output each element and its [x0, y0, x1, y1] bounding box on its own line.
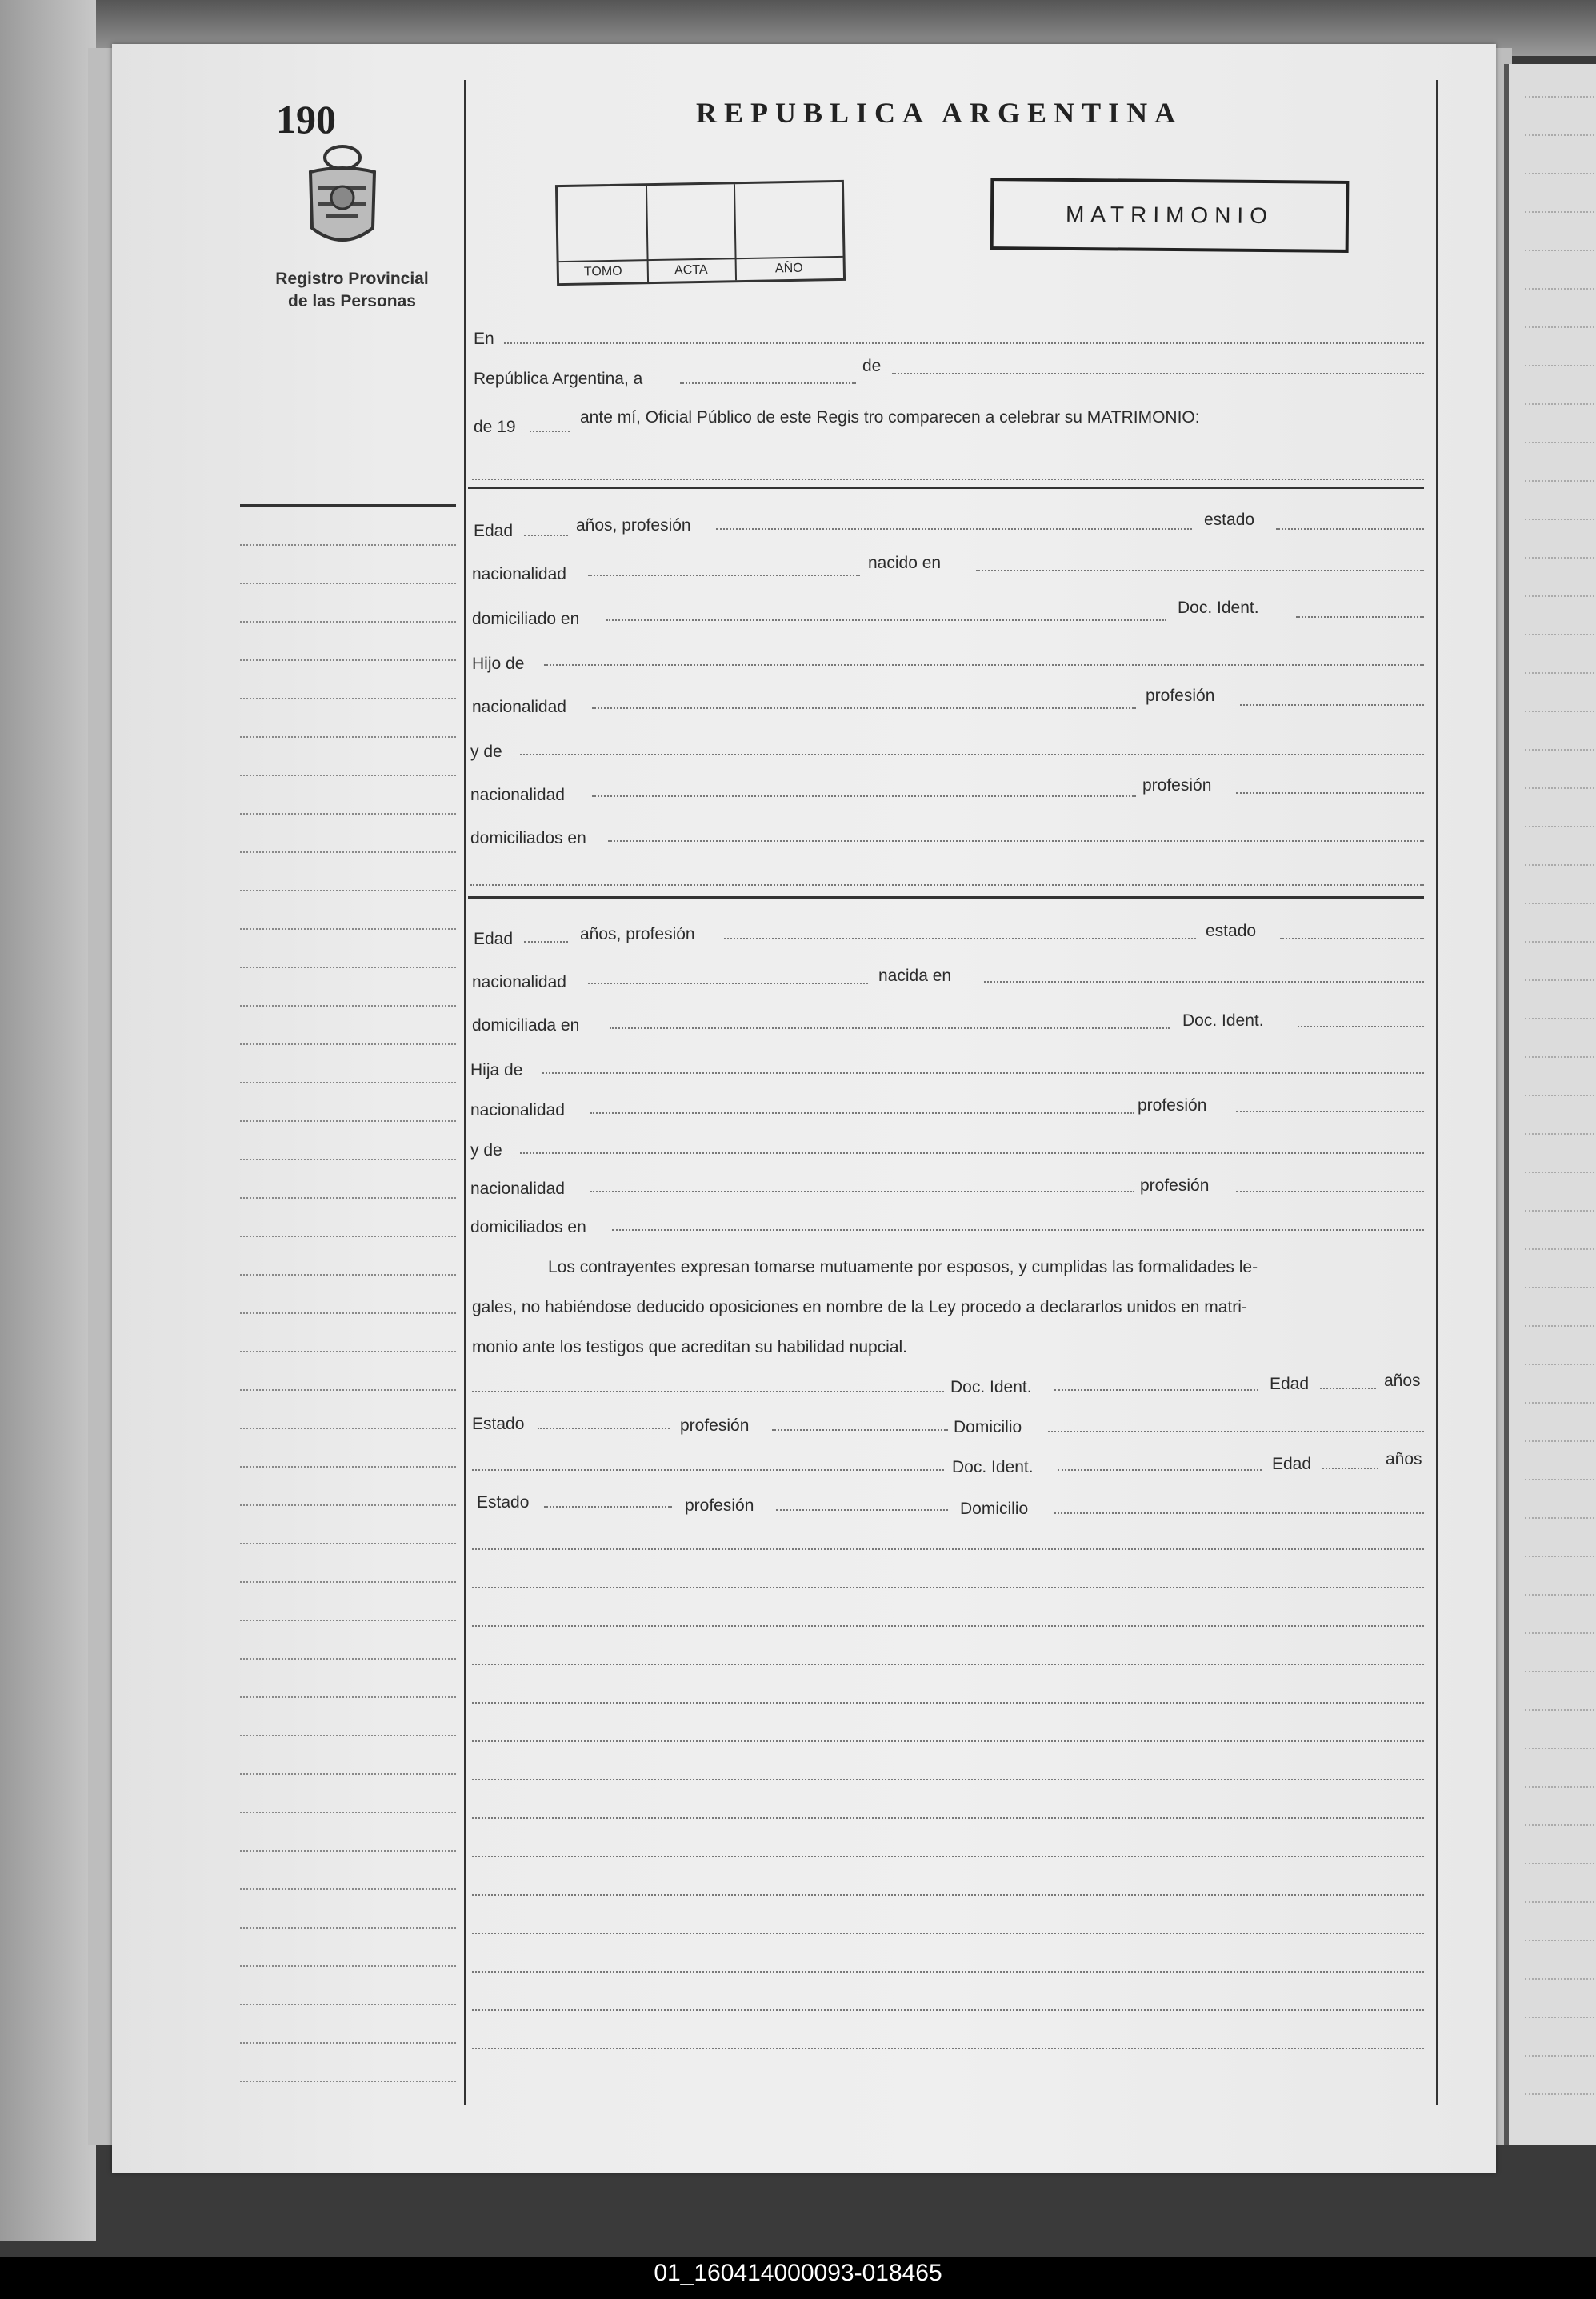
right-page-line — [1525, 1940, 1596, 1941]
right-page-line — [1525, 1018, 1596, 1019]
right-page-line — [1525, 2055, 1596, 2057]
bride-field-padre[interactable] — [542, 1072, 1424, 1074]
margin-note-line[interactable] — [240, 775, 456, 776]
groom-field-padre[interactable] — [544, 664, 1424, 666]
right-page-line — [1525, 903, 1596, 904]
margin-note-line[interactable] — [240, 967, 456, 968]
margin-note-line[interactable] — [240, 1620, 456, 1621]
act-type-box — [990, 178, 1350, 253]
bride-label-y-de: y de — [470, 1141, 502, 1160]
margin-note-line[interactable] — [240, 1159, 456, 1160]
right-page-line — [1525, 1824, 1596, 1826]
witness2-label-doc-ident: Doc. Ident. — [952, 1458, 1034, 1476]
section-rule-1 — [468, 487, 1424, 489]
margin-note-line[interactable] — [240, 1965, 456, 1967]
witness2-label-anos: años — [1386, 1450, 1422, 1468]
bride-label-domiciliados-en: domiciliados en — [470, 1218, 586, 1236]
notes-line[interactable] — [472, 1702, 1424, 1704]
margin-note-line[interactable] — [240, 1696, 456, 1698]
margin-note-line[interactable] — [240, 1658, 456, 1660]
margin-note-line[interactable] — [240, 1735, 456, 1736]
notes-line[interactable] — [472, 1817, 1424, 1819]
notes-line[interactable] — [472, 1894, 1424, 1896]
margin-note-line[interactable] — [240, 2042, 456, 2044]
groom-field-nacionalidad-padre[interactable] — [592, 707, 1136, 709]
bride-field-nacionalidad[interactable] — [588, 983, 868, 984]
bride-label-nacida-en: nacida en — [878, 967, 952, 985]
groom-label-profesion-padre: profesión — [1146, 687, 1215, 705]
country-title: REPUBLICA ARGENTINA — [696, 97, 1183, 129]
field-en[interactable] — [504, 342, 1424, 344]
bride-field-nacionalidad-madre[interactable] — [590, 1191, 1134, 1192]
bride-field-domicilio[interactable] — [610, 1027, 1170, 1029]
margin-note-line[interactable] — [240, 813, 456, 815]
witness2-label-domicilio: Domicilio — [960, 1500, 1029, 1518]
right-page-line — [1525, 1594, 1596, 1596]
bride-label-doc-ident: Doc. Ident. — [1182, 1011, 1264, 1030]
groom-label-domiciliados-en: domiciliados en — [470, 829, 586, 847]
groom-label-y-de: y de — [470, 743, 502, 761]
margin-note-line[interactable] — [240, 1389, 456, 1391]
bride-field-nacionalidad-padre[interactable] — [590, 1112, 1134, 1114]
right-page-line — [1525, 979, 1596, 981]
witness1-field-doc[interactable] — [1054, 1389, 1258, 1391]
right-page-line — [1525, 1095, 1596, 1096]
witness1-label-doc-ident: Doc. Ident. — [950, 1378, 1032, 1396]
background-left — [0, 0, 96, 2241]
groom-field-edad[interactable] — [524, 535, 568, 536]
right-page-line — [1525, 2017, 1596, 2018]
margin-note-line[interactable] — [240, 1773, 456, 1775]
reference-box — [555, 180, 846, 286]
tomo-label: TOMO — [559, 259, 647, 283]
witness2-field-profesion[interactable] — [776, 1509, 948, 1511]
groom-label-nacido-en: nacido en — [868, 554, 942, 572]
margin-note-line[interactable] — [240, 1850, 456, 1852]
registry-caption — [264, 268, 440, 313]
label-de19: de 19 — [474, 418, 516, 436]
witness1-label-estado: Estado — [472, 1415, 525, 1433]
margin-note-line[interactable] — [240, 1312, 456, 1314]
margin-note-line[interactable] — [240, 1274, 456, 1276]
scan-image-id: 01_160414000093-018465 — [654, 2260, 942, 2286]
groom-field-domicilio-padres[interactable] — [608, 840, 1424, 842]
bride-field-profesion-madre[interactable] — [1236, 1191, 1424, 1192]
groom-label-profesion-madre: profesión — [1142, 776, 1212, 795]
right-page-line — [1525, 749, 1596, 751]
right-page-line — [1525, 941, 1596, 943]
groom-field-estado[interactable] — [1276, 528, 1424, 530]
witness2-field-estado[interactable] — [544, 1506, 672, 1508]
right-page-line — [1525, 1287, 1596, 1288]
notes-line[interactable] — [472, 2048, 1424, 2049]
margin-notes-top-rule — [240, 504, 456, 507]
witness1-field-name[interactable] — [472, 1391, 944, 1392]
right-page-line — [1525, 1056, 1596, 1058]
notes-line[interactable] — [472, 1664, 1424, 1665]
notes-line[interactable] — [472, 1971, 1424, 1973]
right-page-line — [1525, 1671, 1596, 1672]
groom-field-nacido-en[interactable] — [976, 570, 1424, 571]
margin-note-line[interactable] — [240, 2004, 456, 2005]
margin-note-line[interactable] — [240, 1581, 456, 1583]
margin-note-line[interactable] — [240, 659, 456, 661]
declaration-line-3: monio ante los testigos que acreditan su habilidad nupcial. — [472, 1338, 908, 1356]
groom-label-nacionalidad-madre: nacionalidad — [470, 786, 565, 804]
notes-line[interactable] — [472, 1856, 1424, 1857]
groom-label-nacionalidad-padre: nacionalidad — [472, 698, 566, 716]
margin-note-line[interactable] — [240, 851, 456, 853]
margin-note-line[interactable] — [240, 1082, 456, 1083]
label-de: de — [862, 357, 882, 375]
right-page-line — [1525, 1709, 1596, 1711]
bride-label-domiciliada-en: domiciliada en — [472, 1016, 580, 1035]
page-number: 190 — [276, 97, 336, 142]
bride-field-madre[interactable] — [520, 1152, 1424, 1154]
right-page-line — [1525, 173, 1596, 174]
margin-note-line[interactable] — [240, 1120, 456, 1122]
right-page-line — [1525, 864, 1596, 866]
groom-label-nacionalidad: nacionalidad — [472, 565, 566, 583]
right-page-line — [1525, 557, 1596, 559]
right-page-line — [1525, 519, 1596, 520]
witness2-label-profesion: profesión — [685, 1496, 754, 1515]
right-page-line — [1525, 595, 1596, 597]
groom-field-doc[interactable] — [1296, 616, 1424, 618]
margin-note-line[interactable] — [240, 1927, 456, 1929]
margin-note-line[interactable] — [240, 1351, 456, 1352]
right-page-line — [1525, 1210, 1596, 1212]
witness2-label-estado: Estado — [477, 1493, 530, 1512]
margin-note-line[interactable] — [240, 621, 456, 623]
label-republica: República Argentina, a — [474, 370, 643, 388]
right-page-line — [1525, 787, 1596, 789]
margin-note-line[interactable] — [240, 1236, 456, 1237]
notes-line[interactable] — [472, 1779, 1424, 1780]
witness2-field-domicilio[interactable] — [1054, 1512, 1424, 1514]
bride-label-hija-de: Hija de — [470, 1061, 523, 1079]
witness1-field-edad[interactable] — [1320, 1388, 1376, 1389]
right-page-line — [1525, 2093, 1596, 2095]
right-page-line — [1525, 1632, 1596, 1634]
field-intro-extra[interactable] — [472, 479, 1424, 480]
witness2-field-doc[interactable] — [1058, 1469, 1262, 1471]
witness1-label-domicilio: Domicilio — [954, 1418, 1022, 1436]
field-ano[interactable] — [530, 431, 570, 432]
bride-field-doc[interactable] — [1298, 1026, 1424, 1027]
groom-label-doc-ident: Doc. Ident. — [1178, 599, 1259, 617]
bride-label-anos-profesion: años, profesión — [580, 925, 695, 943]
bride-label-estado: estado — [1206, 922, 1257, 940]
groom-label-edad: Edad — [474, 522, 514, 540]
groom-field-nacionalidad-madre[interactable] — [592, 795, 1136, 797]
groom-field-nacionalidad[interactable] — [588, 575, 860, 576]
groom-field-profesion[interactable] — [716, 528, 1192, 530]
witness2-field-name[interactable] — [472, 1469, 944, 1471]
groom-label-anos-profesion: años, profesión — [576, 516, 691, 535]
right-facing-page — [1504, 64, 1596, 2145]
right-page-line — [1525, 134, 1596, 136]
right-border-rule — [1436, 80, 1438, 2105]
witness2-field-edad[interactable] — [1322, 1468, 1378, 1469]
right-page-line — [1525, 1440, 1596, 1442]
margin-note-line[interactable] — [240, 1888, 456, 1890]
groom-field-madre[interactable] — [520, 754, 1424, 755]
bride-label-nacionalidad-padre: nacionalidad — [470, 1101, 565, 1119]
registry-line-1: Registro Provincial — [275, 270, 429, 288]
bride-field-domicilio-padres[interactable] — [612, 1229, 1424, 1231]
witness1-label-edad: Edad — [1270, 1375, 1310, 1393]
margin-note-line[interactable] — [240, 1043, 456, 1045]
declaration-line-1: Los contrayentes expresan tomarse mutuamente por esposos, y cumplidas las formalidades le- — [548, 1258, 1258, 1276]
bride-field-estado[interactable] — [1280, 938, 1424, 939]
witness2-label-edad: Edad — [1272, 1455, 1312, 1473]
right-page-line — [1525, 250, 1596, 251]
right-page-line — [1525, 326, 1596, 328]
register-page — [112, 44, 1496, 2173]
section-rule-2 — [468, 896, 1424, 899]
margin-note-line[interactable] — [240, 928, 456, 930]
margin-note-line[interactable] — [240, 544, 456, 546]
witness1-label-profesion: profesión — [680, 1416, 750, 1435]
registry-line-2: de las Personas — [288, 292, 416, 310]
right-page-line — [1525, 1248, 1596, 1250]
right-page-line — [1525, 365, 1596, 366]
right-page-line — [1525, 211, 1596, 213]
right-page-line — [1525, 1748, 1596, 1749]
right-page-line — [1525, 1402, 1596, 1404]
notes-line[interactable] — [472, 2009, 1424, 2011]
margin-note-line[interactable] — [240, 1197, 456, 1199]
margin-note-line[interactable] — [240, 736, 456, 738]
margin-note-line[interactable] — [240, 1543, 456, 1544]
acta-label: ACTA — [647, 258, 735, 282]
bride-label-nacionalidad: nacionalidad — [472, 973, 566, 991]
right-page-line — [1525, 288, 1596, 290]
margin-note-line[interactable] — [240, 1812, 456, 1813]
right-page-line — [1525, 1901, 1596, 1903]
right-page-line — [1525, 1133, 1596, 1135]
notes-line[interactable] — [472, 1933, 1424, 1934]
witness1-field-estado[interactable] — [538, 1428, 670, 1429]
bride-label-edad: Edad — [474, 930, 514, 948]
right-page-line — [1525, 711, 1596, 712]
right-page-line — [1525, 480, 1596, 482]
groom-label-domiciliado-en: domiciliado en — [472, 610, 580, 628]
groom-field-profesion-padre[interactable] — [1240, 704, 1424, 706]
groom-label-hijo-de: Hijo de — [472, 655, 525, 673]
right-page-line — [1525, 634, 1596, 635]
act-type-label: MATRIMONIO — [1065, 201, 1274, 229]
field-mes[interactable] — [892, 373, 1424, 374]
witness1-field-domicilio[interactable] — [1048, 1431, 1424, 1432]
margin-column-rule — [464, 80, 466, 2105]
ano-label: AÑO — [735, 256, 843, 280]
right-page-line — [1525, 403, 1596, 405]
right-page-line — [1525, 1863, 1596, 1864]
right-page-line — [1525, 1517, 1596, 1519]
notes-line[interactable] — [472, 1548, 1424, 1550]
right-page-line — [1525, 442, 1596, 443]
margin-note-line[interactable] — [240, 1466, 456, 1468]
province-seal-icon — [302, 140, 382, 256]
label-ante: ante mí, Oficial Público de este Regis tro comparecen a celebrar su MATRIMONIO: — [580, 408, 1200, 427]
groom-field-extra[interactable] — [470, 884, 1424, 886]
margin-note-line[interactable] — [240, 698, 456, 699]
margin-note-line[interactable] — [240, 1504, 456, 1506]
bride-field-profesion[interactable] — [724, 938, 1196, 939]
bride-label-nacionalidad-madre: nacionalidad — [470, 1180, 565, 1198]
right-page-line — [1525, 1325, 1596, 1327]
right-page-line — [1525, 1978, 1596, 1980]
groom-field-profesion-madre[interactable] — [1236, 792, 1424, 794]
margin-note-line[interactable] — [240, 1005, 456, 1007]
margin-note-line[interactable] — [240, 2081, 456, 2082]
groom-field-domicilio[interactable] — [606, 619, 1166, 621]
right-page-line — [1525, 826, 1596, 827]
right-page-line — [1525, 1364, 1596, 1365]
right-page-line — [1525, 1556, 1596, 1557]
bride-label-profesion-padre: profesión — [1138, 1096, 1207, 1115]
bride-field-nacida-en[interactable] — [984, 981, 1424, 983]
declaration-line-2: gales, no habiéndose deducido oposiciones en nombre de la Ley procedo a declararlos unidos en matri- — [472, 1298, 1247, 1316]
witness1-field-profesion[interactable] — [772, 1429, 948, 1431]
bride-label-profesion-madre: profesión — [1140, 1176, 1210, 1195]
right-page-line — [1525, 96, 1596, 98]
label-en: En — [474, 330, 494, 348]
bride-field-edad[interactable] — [524, 941, 568, 943]
margin-note-line[interactable] — [240, 583, 456, 584]
margin-note-line[interactable] — [240, 1428, 456, 1429]
field-dia[interactable] — [680, 382, 856, 384]
margin-note-line[interactable] — [240, 890, 456, 891]
notes-line[interactable] — [472, 1587, 1424, 1588]
right-page-line — [1525, 1479, 1596, 1480]
notes-line[interactable] — [472, 1625, 1424, 1627]
groom-label-estado: estado — [1204, 511, 1255, 529]
notes-line[interactable] — [472, 1740, 1424, 1742]
right-page-line — [1525, 1172, 1596, 1173]
witness1-label-anos: años — [1384, 1372, 1421, 1390]
right-page-line — [1525, 1786, 1596, 1788]
bride-field-profesion-padre[interactable] — [1236, 1111, 1424, 1112]
right-page-line — [1525, 672, 1596, 674]
